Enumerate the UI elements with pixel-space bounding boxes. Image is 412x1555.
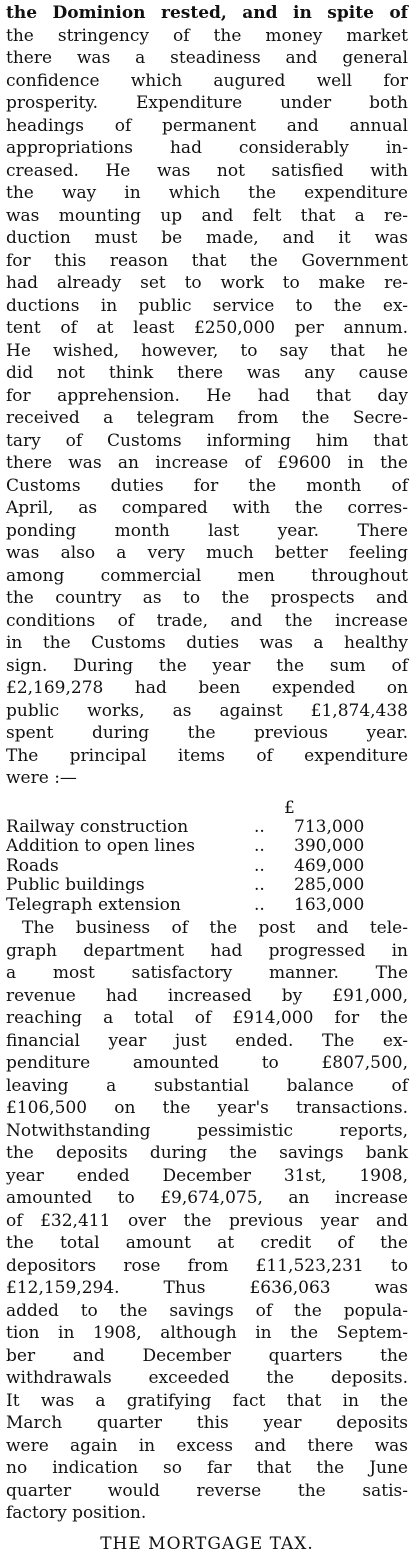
text-line: withdrawals exceeded the deposits. — [6, 1368, 408, 1388]
expenditure-amount: 390,000 — [294, 836, 365, 856]
text-line: leaving a substantial balance of — [6, 1075, 408, 1096]
text-line: was also a very much better feeling — [6, 543, 408, 563]
expenditure-amount: 163,000 — [294, 894, 365, 915]
text-line: public works, as against £1,874,438 — [6, 700, 408, 721]
text-line: revenue had increased by £91,000, — [6, 985, 408, 1006]
expenditure-item: Roads — [6, 855, 59, 876]
text-line: amounted to £9,674,075, an increase — [6, 1188, 408, 1208]
expenditure-row — [6, 837, 408, 857]
text-line: Customs duties for the month of — [6, 475, 408, 496]
leader-dots: .. — [254, 875, 265, 895]
expenditure-item: Telegraph extension — [6, 894, 181, 915]
text-line: financial year just ended. The ex- — [6, 1030, 408, 1051]
text-line: conditions of trade, and the increase — [6, 610, 408, 631]
text-line: the stringency of the money market — [6, 25, 408, 46]
text-line: did not think there was any cause — [6, 363, 408, 383]
text-line: a most satisfactory manner. The — [6, 963, 408, 983]
section-heading-mortgage-tax: THE MORTGAGE TAX. — [100, 1533, 314, 1554]
text-line: The business of the post and tele- — [22, 918, 408, 938]
leader-dots: .. — [254, 836, 265, 856]
text-line: £12,159,294. Thus £636,063 was — [6, 1278, 408, 1298]
text-line: had already set to work to make re- — [6, 273, 408, 293]
expenditure-row — [6, 818, 408, 838]
text-line: were again in excess and there was — [6, 1435, 408, 1456]
expenditure-row — [6, 857, 408, 877]
expenditure-row — [6, 896, 408, 916]
text-line: were :— — [6, 768, 77, 788]
text-line: the way in which the expenditure — [6, 183, 408, 203]
text-line: added to the savings of the popula- — [6, 1300, 408, 1321]
leader-dots: .. — [254, 855, 265, 876]
text-line: there was a steadiness and general — [6, 48, 408, 68]
paragraph-finances — [6, 2, 408, 790]
text-line: The principal items of expenditure — [6, 745, 408, 766]
text-line: prosperity. Expenditure under both — [6, 93, 408, 113]
text-line: He wished, however, to say that he — [6, 340, 408, 361]
text-line: reaching a total of £914,000 for the — [6, 1008, 408, 1028]
text-line: was mounting up and felt that a re- — [6, 205, 408, 226]
expenditure-amount: 469,000 — [294, 855, 365, 876]
text-line: sign. During the year the sum of — [6, 655, 408, 676]
expenditure-item: Public buildings — [6, 875, 145, 895]
text-line: headings of permanent and annual — [6, 115, 408, 136]
text-line: graph department had progressed in — [6, 940, 408, 961]
paragraph-post-telegraph — [6, 917, 408, 1525]
text-line: the total amount at credit of the — [6, 1233, 408, 1253]
expenditure-row — [6, 876, 408, 896]
text-line: for apprehension. He had that day — [6, 385, 408, 406]
text-line: tary of Customs informing him that — [6, 430, 408, 451]
text-line: received a telegram from the Secre- — [6, 408, 408, 428]
expenditure-table — [6, 798, 408, 916]
text-line: duction must be made, and it was — [6, 228, 408, 248]
text-line: among commercial men throughout — [6, 565, 408, 586]
text-line: the country as to the prospects and — [6, 588, 408, 608]
text-line: tent of at least £250,000 per annum. — [6, 318, 408, 338]
leader-dots: .. — [254, 894, 265, 915]
text-line: in the Customs duties was a healthy — [6, 633, 408, 653]
text-line: the Dominion rested, and in spite of — [6, 3, 408, 23]
text-line: tion in 1908, although in the Septem- — [6, 1323, 408, 1343]
text-line: spent during the previous year. — [6, 723, 408, 743]
expenditure-rows — [6, 818, 408, 916]
text-line: £2,169,278 had been expended on — [6, 678, 408, 698]
expenditure-amount: 713,000 — [294, 816, 365, 837]
expenditure-item: Addition to open lines — [6, 836, 195, 856]
text-line: for this reason that the Government — [6, 250, 408, 271]
text-line: ponding month last year. There — [6, 520, 408, 541]
text-line: March quarter this year deposits — [6, 1413, 408, 1433]
text-line: the deposits during the savings bank — [6, 1143, 408, 1163]
text-line: there was an increase of £9600 in the — [6, 453, 408, 473]
text-line: appropriations had considerably in- — [6, 138, 408, 158]
text-line: £106,500 on the year's transactions. — [6, 1098, 408, 1118]
text-line: penditure amounted to £807,500, — [6, 1053, 408, 1073]
text-line: no indication so far that the June — [6, 1458, 408, 1478]
text-line: year ended December 31st, 1908, — [6, 1165, 408, 1186]
text-line: factory position. — [6, 1503, 147, 1523]
text-line: ductions in public service to the ex- — [6, 295, 408, 316]
expenditure-item: Railway construction — [6, 816, 189, 837]
text-line: quarter would reverse the satis- — [6, 1480, 408, 1501]
expenditure-amount: 285,000 — [294, 875, 365, 895]
currency-header: £ — [284, 797, 295, 818]
leader-dots: .. — [254, 816, 265, 837]
text-line: of £32,411 over the previous year and — [6, 1210, 408, 1231]
text-line: depositors rose from £11,523,231 to — [6, 1255, 408, 1276]
text-line: confidence which augured well for — [6, 70, 408, 91]
text-line: creased. He was not satisfied with — [6, 160, 408, 181]
text-line: It was a gratifying fact that in the — [6, 1390, 408, 1411]
text-line: ber and December quarters the — [6, 1345, 408, 1366]
text-line: April, as compared with the corres- — [6, 498, 408, 518]
text-line: Notwithstanding pessimistic reports, — [6, 1120, 408, 1141]
